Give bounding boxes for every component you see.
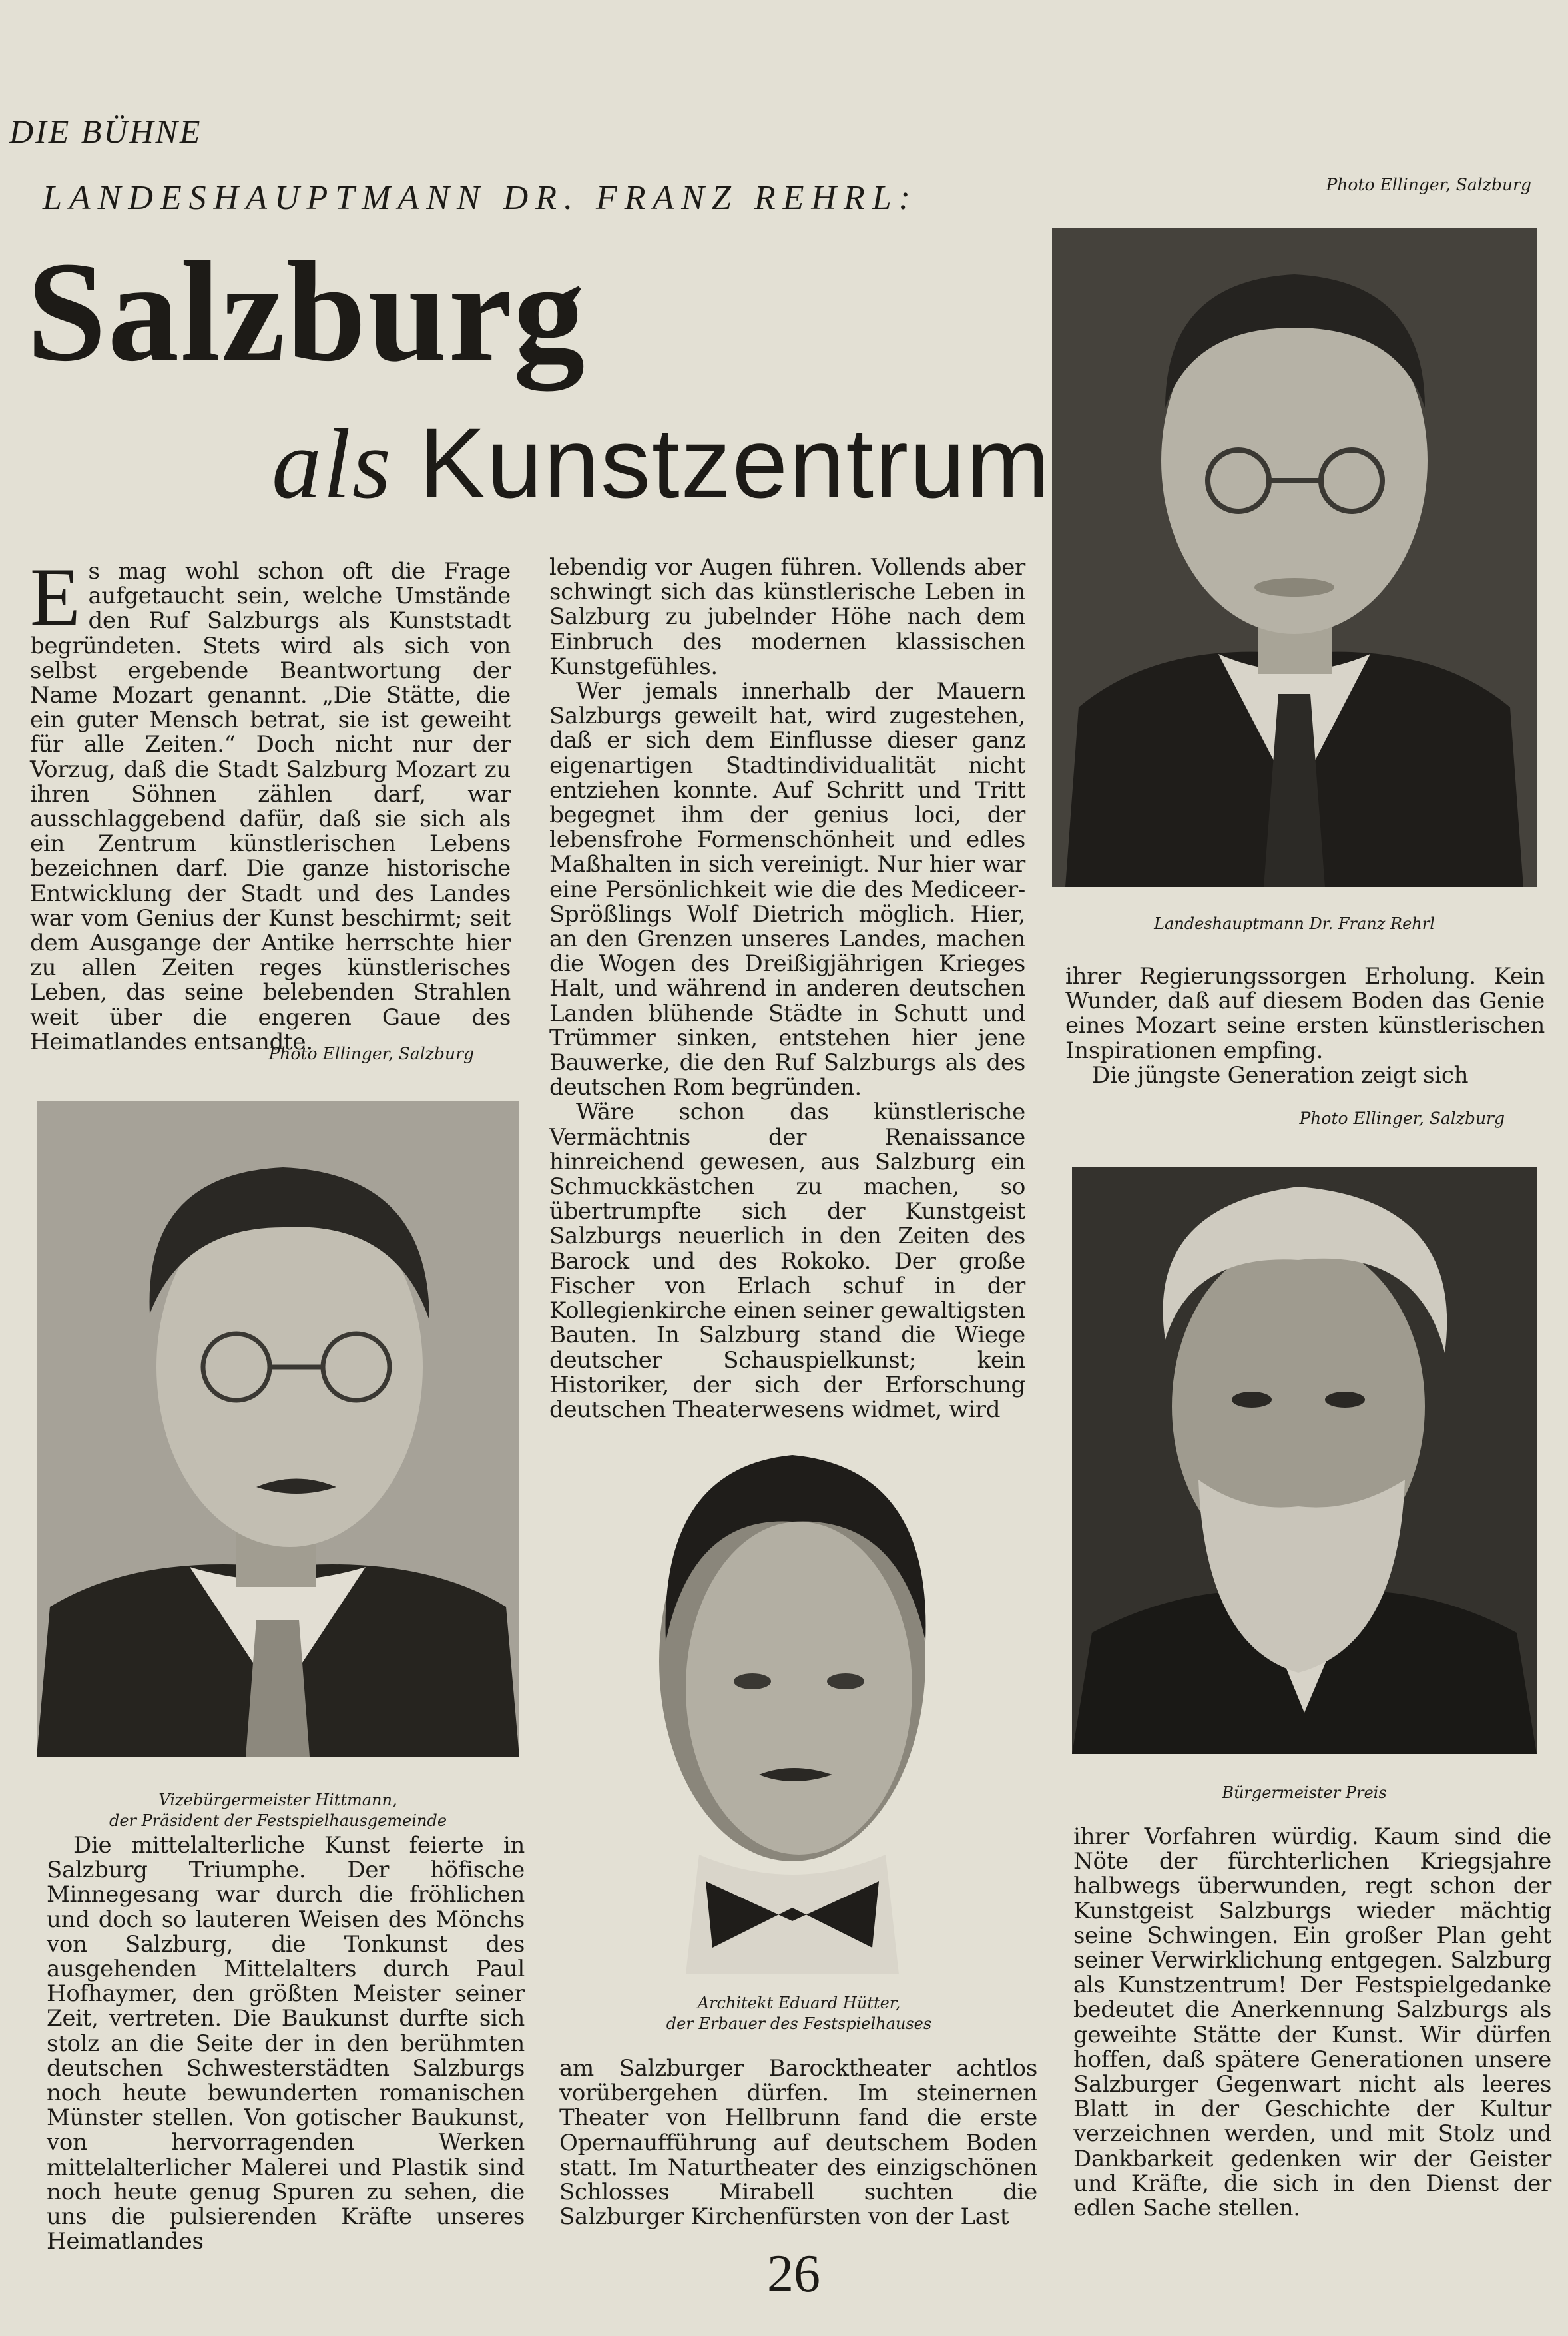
portrait-icon [37,1101,519,1757]
photo-caption-preis: Bürgermeister Preis [1222,1783,1387,1802]
headline-line2 [272,407,1051,519]
headline-word2: Kunstzentrum [419,407,1051,519]
article-column-2 [549,555,1025,1422]
article-column-3 [1065,964,1545,1088]
headline-word1: Salzburg [27,232,587,391]
article-author: LANDESHAUPTMANN DR. FRANZ REHRL: [43,179,917,217]
portrait-icon [633,1442,952,1974]
headline-als: als [272,409,393,519]
magazine-title: DIE BÜHNE [9,113,202,150]
paragraph: am Salzburger Barocktheater achtlos vorübergehen dürfen. Im steinernen Theater von Hellbrunn fand die erste Opernaufführung auf deutschem Boden statt. Im Naturtheater des einzigschönen Schlosses Mirabell suchten die Salzburger Kirchenfürsten von der Last [559,2055,1037,2231]
photo-credit-hittmann: Photo Ellinger, Salzburg [268,1044,474,1063]
photo-credit-preis: Photo Ellinger, Salzburg [1299,1109,1505,1128]
article-column-1-bottom [47,1833,525,2254]
paragraph: lebendig vor Augen führen. Vollends aber schwingt sich das künstlerische Leben in Salzburg zu jubelnder Höhe nach dem Einbruch des modernen klassischen Kunstgefühles. [549,554,1025,680]
caption-line: der Präsident der Festspielhausgemeinde [109,1811,447,1831]
paragraph: Wer jemals innerhalb der Mauern Salzburgs geweilt hat, wird zugestehen, daß er sich dem Einflusse dieser ganz eigenartigen Stadtindividualität nicht entziehen konnte. Auf Schritt und Tritt begegnet ihm der genius loci, der lebensfrohe Formenschönheit und edles Maßhalten in sich vereinigt. Nur hier war eine Persönlichkeit wie die des Mediceer-Sprößlings Wolf Dietrich möglich. Hier, an den Grenzen unseres Landes, machen die Wogen des Dreißigjährigen Krieges Halt, und während in anderen deutschen Landen blühende Städte in Schutt und Trümmer sinken, entstehen hier jene Bauwerke, die den Ruf Salzburgs als des deutschen Rom begründen. [549,678,1025,1101]
photo-caption-huetter [613,1993,985,2034]
paragraph: Die jüngste Generation zeigt sich [1092,1061,1469,1089]
photo-caption-hittmann [37,1790,519,1831]
paragraph: s mag wohl schon oft die Frage aufgetaucht sein, welche Umstände den Ruf Salzburgs als Kunststadt begründeten. Stets wird als sich von selbst ergebende Beantwortung der Name Mozart genannt. „Die Stätte, die ein guter Mensch betrat, sie ist geweiht für alle Zeiten.“ Doch nicht nur der Vorzug, daß die Stadt Salzburg Mozart zu ihren Söhnen zählen darf, war ausschlaggebend dafür, daß sie sich als ein Zentrum künstlerischen Lebens bezeichnen darf. Die ganze historische Entwicklung der Stadt und des Landes war vom Genius der Kunst beschirmt; seit dem Ausgange der Antike herrschte hier zu allen Zeiten reges künstlerisches Leben, das seine belebenden Strahlen weit über die engeren Gaue des Heimatlandes entsandte. [30,558,511,1055]
headline-line1 [27,232,587,391]
photo-credit-rehrl: Photo Ellinger, Salzburg [1326,175,1531,194]
article-column-1 [30,551,511,1055]
drop-cap: E [30,551,81,643]
paragraph: Die mittelalterliche Kunst feierte in Salzburg Triumphe. Der höfische Minnegesang war durch die fröhlichen und doch so lauteren Weisen des Mönchs von Salzburg, die Tonkunst des ausgehenden Mittelalters durch Paul Hofhaymer, den größten Meister seiner Zeit, vertreten. Die Baukunst durfte sich stolz an die Seite der in den berühmten deutschen Schwesterstädten Salzburgs noch heute bewunderten romanischen Münster stellen. Von gotischer Baukunst, von hervorragenden Werken mittelalterlicher Malerei und Plastik sind noch heute genug Spuren zu sehen, die uns die pulsierenden Kräfte unseres Heimatlandes [47,1832,525,2255]
caption-line: Architekt Eduard Hütter, [697,1994,901,2012]
caption-line: Vizebürgermeister Hittmann, [158,1791,397,1809]
article-column-2-bottom [559,2056,1037,2229]
paragraph: ihrer Vorfahren würdig. Kaum sind die Nöte der fürchterlichen Kriegsjahre halbwegs überwunden, regt schon der Kunstgeist Salzburgs wieder mächtig seine Schwingen. Ein großer Plan geht seiner Verwirklichung entgegen. Salzburg als Kunstzentrum! Der Festspielgedanke bedeutet die Anerkennung Salzburgs als geweihte Stätte der Kunst. Wir dürfen hoffen, daß spätere Generationen unsere Salzburger Gegenwart nicht als leeres Blatt in der Geschichte der Kultur verzeichnen werden, und mit Stolz und Dankbarkeit gedenken wir der Geister und Kräfte, die sich in den Dienst der edlen Sache stellen. [1073,1823,1551,2222]
photo-caption-rehrl: Landeshauptmann Dr. Franz Rehrl [1154,914,1435,933]
paragraph: Wäre schon das künstlerische Vermächtnis der Renaissance hinreichend gewesen, aus Salzburg ein Schmuckkästchen zu machen, so übertrumpfte sich der Kunstgeist Salzburgs neuerlich in den Zeiten des Barock und des Rokoko. Der große Fischer von Erlach schuf in der Kollegienkirche einen seiner gewaltigsten Bauten. In Salzburg stand die Wiege deutscher Schauspielkunst; kein Historiker, der sich der Erforschung deutschen Theaterwesens widmet, wird [549,1099,1025,1423]
caption-line: der Erbauer des Festspielhauses [666,2014,932,2034]
portrait-icon [1052,228,1537,887]
paragraph: ihrer Regierungssorgen Erholung. Kein Wunder, daß auf diesem Boden das Genie eines Mozart seine ersten künstlerischen Inspirationen empfing. [1065,963,1545,1064]
page-number: 26 [767,2245,820,2303]
portrait-icon [1072,1167,1537,1754]
article-column-3-bottom [1073,1825,1551,2221]
